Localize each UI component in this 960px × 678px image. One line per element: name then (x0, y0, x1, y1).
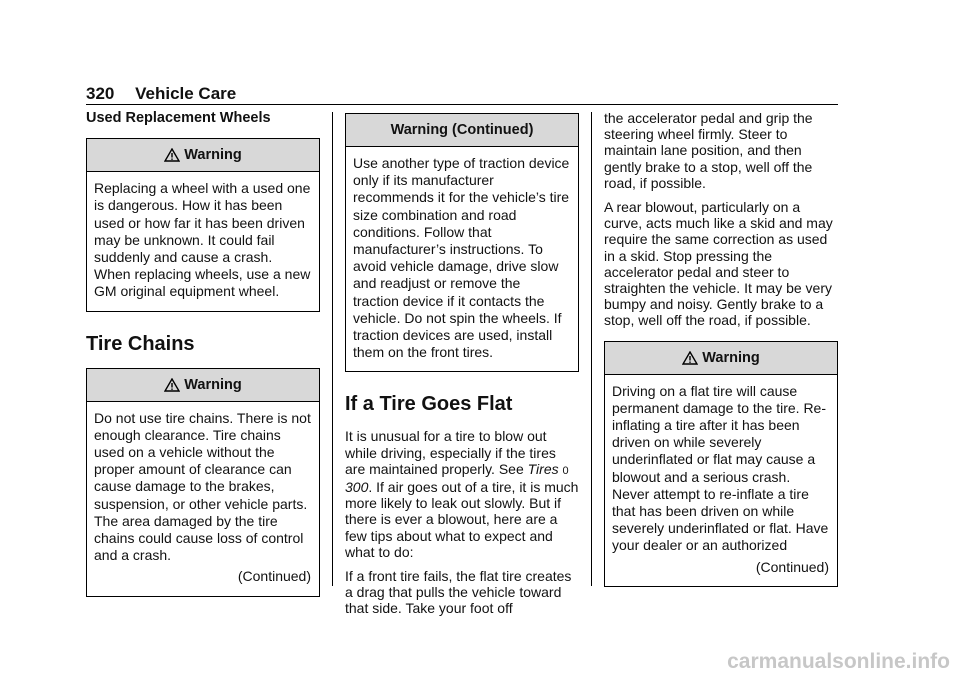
warning-text: Replacing a wheel with a used one is dangerous. How it has been used or how far it has been driven may be unknown. It could fail suddenly and cause a crash. When replacing wheels, use a new GM original equipment wheel. (94, 180, 311, 300)
page-reference-arrow-icon: 0 (562, 464, 569, 477)
warning-header (87, 139, 319, 172)
page-number: 320 (86, 84, 115, 103)
heading-tire-flat: If a Tire Goes Flat (345, 393, 513, 416)
subheading-used-wheels: Used Replacement Wheels (86, 110, 271, 126)
link-page-300[interactable]: 300 (345, 479, 369, 496)
continued-label: (Continued) (755, 558, 829, 575)
paragraph-accelerator: the accelerator pedal and grip the steering wheel firmly. Steer to maintain lane position, and then gently brake to a stop, well off the road, if possible. (604, 110, 813, 191)
paragraph-front-tire: If a front tire fails, the flat tire creates a drag that pulls the vehicle toward that side. Take your foot off (345, 568, 572, 617)
warning-header (346, 114, 578, 147)
heading-tire-chains: Tire Chains (86, 332, 195, 355)
link-tires[interactable]: Tires (527, 460, 559, 477)
warning-title: Warning (184, 147, 242, 164)
text-run: It is unusual for a tire to blow out while driving, especially if the tires are maintained properly. See (345, 428, 556, 477)
watermark: carmanualsonline.info (727, 650, 950, 673)
column-divider-1 (332, 112, 333, 586)
page-header (86, 84, 236, 104)
column-divider-2 (591, 112, 592, 586)
warning-triangle-icon (164, 378, 180, 392)
warning-triangle-icon (682, 351, 698, 365)
warning-text: Use another type of traction device only if its manufacturer recommends it for the vehicle’s tire size combination and road conditions. Follow that manufacturer’s instructions. To avoid vehicle damage, drive slow and readjust or remove the traction device if it contacts the vehicle. Do not spin the wheels. If traction devices are used, install them on the front tires. (353, 155, 570, 361)
warning-text: Driving on a flat tire will cause permanent damage to the tire. Re-inflating a tire after it has been driven on while severely underinflated or flat may cause a blowout and a serious crash. Never attempt to re-inflate a tire that has been driven on while severely underinflated or flat. Have your dealer or an authorized (612, 382, 829, 554)
section-title: Vehicle Care (135, 84, 237, 103)
warning-box-continued (345, 113, 579, 372)
header-rule (86, 104, 838, 105)
paragraph-flat-intro (345, 428, 579, 560)
text-run: . If air goes out of a tire, it is much more likely to leak out slowly. But if there is ever a blowout, here are a few tips about what to expect and what to do: (345, 479, 579, 560)
warning-title: Warning (184, 376, 242, 393)
warning-triangle-icon (164, 148, 180, 162)
warning-title: Warning (702, 349, 760, 366)
column-1 (86, 110, 320, 617)
warning-box-tire-chains (86, 368, 320, 597)
warning-title: Warning (Continued) (390, 121, 534, 138)
warning-header (87, 369, 319, 402)
warning-header (605, 342, 837, 375)
continued-label: (Continued) (237, 568, 311, 585)
warning-text: Do not use tire chains. There is not enough clearance. Tire chains used on a vehicle without the proper amount of clearance can cause damage to the brakes, suspension, or other vehicle parts. The area damaged by the tire chains could cause loss of control and a crash. (94, 409, 311, 564)
warning-box-flat-tire (604, 341, 838, 587)
paragraph-rear-blowout: A rear blowout, particularly on a curve, acts much like a skid and may require the same correction as used in a skid. Stop pressing the accelerator pedal and steer to straighten the vehicle. It may be very bumpy and noisy. Gently brake to a stop, well off the road, if possible. (604, 199, 833, 329)
warning-box-used-wheels (86, 138, 320, 311)
column-2 (345, 113, 579, 625)
column-3 (604, 110, 838, 607)
